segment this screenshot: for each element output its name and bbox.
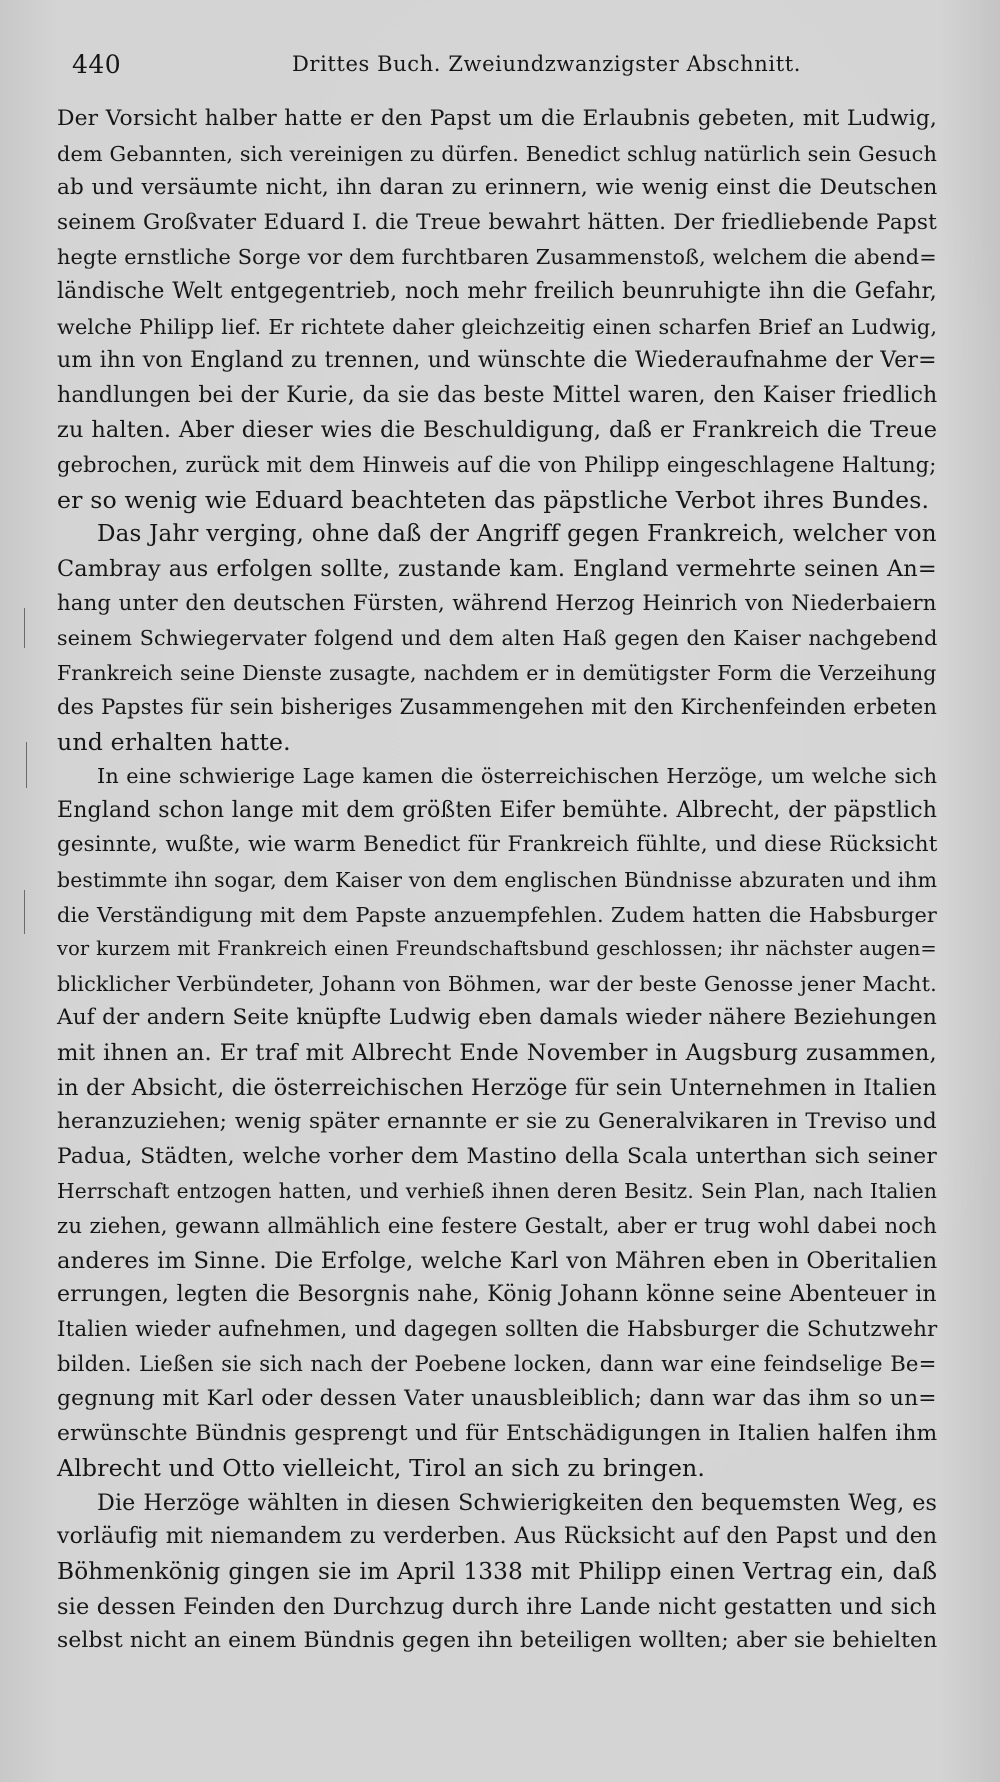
- text-line: handlungen bei der Kurie, da sie das beste Mittel waren, den Kaiser friedlich: [57, 382, 938, 408]
- text-line: vorläufig mit niemandem zu verderben. Aus Rücksicht auf den Papst und den: [57, 1524, 938, 1550]
- text-line: mit ihnen an. Er traf mit Albrecht Ende November in Augsburg zusammen,: [57, 1040, 937, 1067]
- text-line: England schon lange mit dem größten Eifer bemühte. Albrecht, der päpstlich: [57, 797, 938, 823]
- text-line: vor kurzem mit Frankreich einen Freundschaftsbund geschlossen; ihr nächster augen=: [57, 937, 937, 961]
- text-line: In eine schwierige Lage kamen die österreichischen Herzöge, um welche sich: [97, 764, 938, 789]
- text-line: Der Vorsicht halber hatte er den Papst um die Erlaubnis gebeten, mit Ludwig,: [57, 106, 938, 131]
- text-line: bilden. Ließen sie sich nach der Poebene locken, dann war eine feindselige Be=: [57, 1351, 937, 1377]
- text-line: erwünschte Bündnis gesprengt und für Entschädigungen in Italien halfen ihm: [57, 1420, 938, 1446]
- page-number: 440: [72, 50, 122, 79]
- text-line: des Papstes für sein bisheriges Zusammengehen mit den Kirchenfeinden erbeten: [57, 695, 938, 720]
- running-head: Drittes Buch. Zweiundzwanzigster Abschnitt.: [292, 52, 802, 76]
- text-line: Frankreich seine Dienste zusagte, nachdem er in demütigster Form die Verzeihung: [57, 660, 937, 685]
- text-line: und erhalten hatte.: [57, 727, 291, 756]
- text-line: Auf der andern Seite knüpfte Ludwig eben damals wieder nähere Beziehungen: [57, 1005, 937, 1031]
- text-line: ländische Welt entgegentrieb, noch mehr freilich beunruhigte ihn die Gefahr,: [57, 278, 937, 304]
- text-line: selbst nicht an einem Bündnis gegen ihn beteiligen wollten; aber sie behielten: [57, 1628, 938, 1654]
- paragraph: [57, 1486, 937, 1659]
- text-line: hegte ernstliche Sorge vor dem furchtbaren Zusammenstoß, welchem die abend=: [57, 245, 937, 270]
- text-line: welche Philipp lief. Er richtete daher gleichzeitig einen scharfen Brief an Ludwig,: [57, 314, 938, 339]
- text-line: Cambray aus erfolgen sollte, zustande kam. England vermehrte seinen An=: [57, 555, 937, 582]
- margin-pencil-mark: [24, 890, 25, 934]
- text-line: dem Gebannten, sich vereinigen zu dürfen. Benedict schlug natürlich sein Gesuch: [57, 141, 937, 166]
- text-line: Herrschaft entzogen hatten, und verhieß ihnen deren Besitz. Sein Plan, nach Italien: [57, 1179, 938, 1204]
- page-header: [72, 50, 932, 90]
- text-line: er so wenig wie Eduard beachteten das päpstliche Verbot ihres Bundes.: [57, 485, 930, 514]
- paragraph: [57, 517, 937, 759]
- text-line: gegnung mit Karl oder dessen Vater unausbleiblich; dann war das ihm so un=: [57, 1385, 937, 1411]
- text-line: errungen, legten die Besorgnis nahe, König Johann könne seine Abenteuer in: [57, 1282, 937, 1308]
- text-line: ab und versäumte nicht, ihn daran zu erinnern, wie wenig einst die Deutschen: [57, 175, 938, 201]
- margin-pencil-mark: [24, 608, 25, 648]
- text-line: Das Jahr verging, ohne daß der Angriff gegen Frankreich, welcher von: [97, 521, 937, 548]
- paragraph: [57, 759, 937, 1485]
- text-line: zu halten. Aber dieser wies die Beschuldigung, daß er Frankreich die Treue: [57, 417, 938, 444]
- text-line: seinem Großvater Eduard I. die Treue bewahrt hätten. Der friedliebende Papst: [57, 209, 937, 235]
- text-line: Böhmenkönig gingen sie im April 1338 mit Philipp einen Vertrag ein, daß: [57, 1557, 938, 1585]
- text-line: anderes im Sinne. Die Erfolge, welche Karl von Mähren eben in Oberitalien: [57, 1247, 938, 1274]
- text-line: gebrochen, zurück mit dem Hinweis auf die von Philipp eingeschlagene Haltung;: [57, 452, 937, 477]
- text-line: die Verständigung mit dem Papste anzuempfehlen. Zudem hatten die Habsburger: [57, 902, 938, 927]
- text-line: um ihn von England zu trennen, und wünschte die Wiederaufnahme der Ver=: [57, 348, 937, 374]
- text-line: seinem Schwiegervater folgend und dem alten Haß gegen den Kaiser nachgebend: [57, 625, 938, 650]
- paragraph: [57, 102, 937, 517]
- text-line: Italien wieder aufnehmen, und dagegen sollten die Habsburger die Schutzwehr: [57, 1316, 938, 1342]
- text-line: heranzuziehen; wenig später ernannte er sie zu Generalvikaren in Treviso und: [57, 1109, 937, 1135]
- body-text: [57, 102, 937, 1659]
- text-line: zu ziehen, gewann allmählich eine festere Gestalt, aber er trug wohl dabei noch: [57, 1213, 937, 1238]
- text-line: gesinnte, wußte, wie warm Benedict für Frankreich fühlte, und diese Rücksicht: [57, 832, 938, 858]
- text-line: sie dessen Feinden den Durchzug durch ihre Lande nicht gestatten und sich: [57, 1593, 937, 1620]
- text-line: Padua, Städten, welche vorher dem Mastino della Scala unterthan sich seiner: [57, 1143, 937, 1169]
- text-line: in der Absicht, die österreichischen Herzöge für sein Unternehmen in Italien: [57, 1074, 937, 1101]
- text-line: Die Herzöge wählten in diesen Schwierigkeiten den bequemsten Weg, es: [97, 1489, 938, 1516]
- text-line: bestimmte ihn sogar, dem Kaiser von dem englischen Bündnisse abzuraten und ihm: [57, 868, 938, 893]
- text-line: blicklicher Verbündeter, Johann von Böhmen, war der beste Genosse jener Macht.: [57, 971, 937, 996]
- text-line: hang unter den deutschen Fürsten, während Herzog Heinrich von Niederbaiern: [57, 590, 937, 616]
- text-line: Albrecht und Otto vielleicht, Tirol an sich zu bringen.: [57, 1454, 706, 1483]
- margin-pencil-mark: [26, 742, 27, 788]
